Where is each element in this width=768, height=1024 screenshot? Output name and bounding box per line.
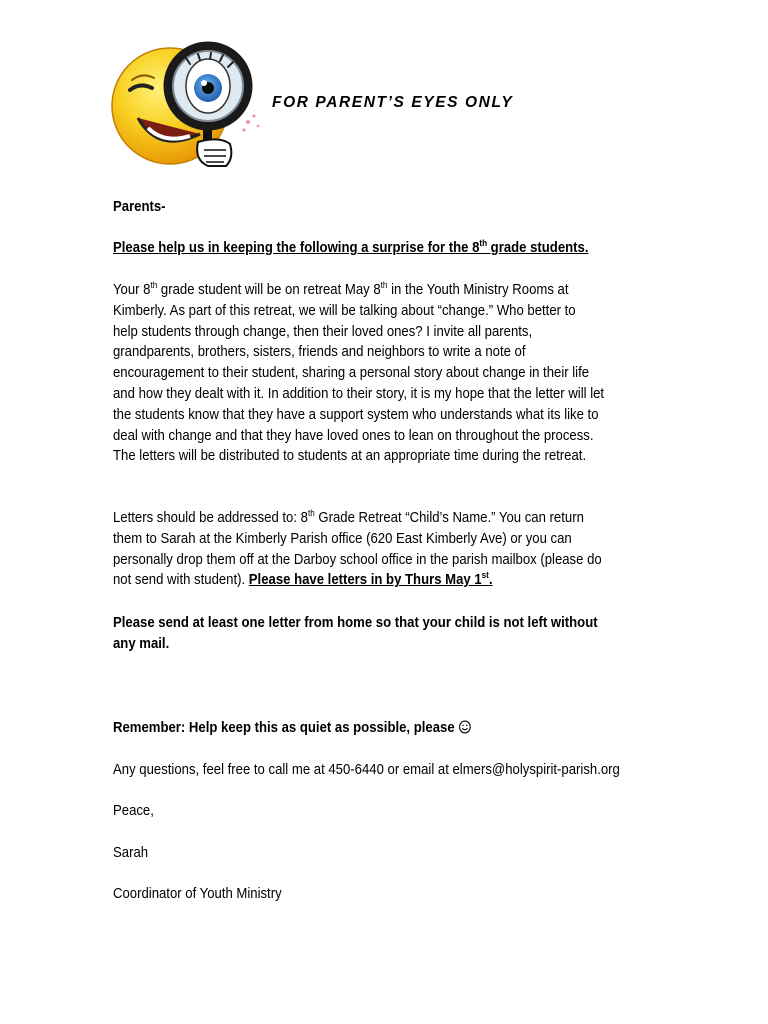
page-title: FOR PARENT’S EYES ONLY bbox=[272, 94, 514, 111]
remember-line: Remember: Help keep this as quiet as possible, please bbox=[113, 718, 617, 739]
intro-heading: Please help us in keeping the following a surprise for the 8th grade students. bbox=[113, 238, 589, 256]
signature: Sarah bbox=[113, 845, 149, 861]
body-line: The letters will be distributed to students at an appropriate time during the retreat. bbox=[113, 448, 587, 465]
greeting: Parents- bbox=[113, 199, 166, 215]
letters-line: them to Sarah at the Kimberly Parish office (620 East Kimberly Ave) or you can bbox=[113, 530, 572, 547]
questions-line: Any questions, feel free to call me at 450-6440 or email at elmers@holyspirit-parish.org bbox=[113, 762, 620, 778]
body-line: encouragement to their student, sharing a personal story about change in their life bbox=[113, 365, 590, 382]
letters-line: personally drop them off at the Darboy school office in the parish mailbox (please do bbox=[113, 551, 602, 568]
body-line: and how they dealt with it. In addition to their story, it is my hope that the letter will let bbox=[113, 385, 605, 402]
letters-line: Letters should be addressed to: 8th Grade Retreat “Child’s Name.” You can return bbox=[113, 508, 584, 526]
signer-role: Coordinator of Youth Ministry bbox=[113, 886, 282, 902]
request-paragraph: Please send at least one letter from home so that your child is not left without any mail. bbox=[113, 615, 598, 652]
body-paragraph bbox=[113, 280, 617, 467]
body-line: Your 8th grade student will be on retreat May 8th in the Youth Ministry Rooms at bbox=[113, 280, 569, 298]
body-line: Kimberly. As part of this retreat, we will be talking about “change.” Who better to bbox=[113, 302, 576, 319]
body-line: the students know that they have a support system who understands what its like to bbox=[113, 406, 599, 423]
deadline-text: Please have letters in by Thurs May 1st. bbox=[248, 570, 493, 589]
letters-paragraph bbox=[113, 508, 617, 591]
body-line: deal with change and that they have loved ones to lean on throughout the process. bbox=[113, 427, 594, 444]
winking-smiley-magnifier-icon bbox=[108, 34, 268, 174]
letters-line: not send with student). Please have letters in by Thurs May 1st. bbox=[113, 570, 493, 589]
body-line: grandparents, brothers, sisters, friends and neighbors to write a note of bbox=[113, 344, 526, 361]
body-line: help students through change, then their loved ones? I invite all parents, bbox=[113, 323, 533, 340]
closing: Peace, bbox=[113, 803, 154, 819]
smiley-face-icon bbox=[458, 720, 471, 734]
